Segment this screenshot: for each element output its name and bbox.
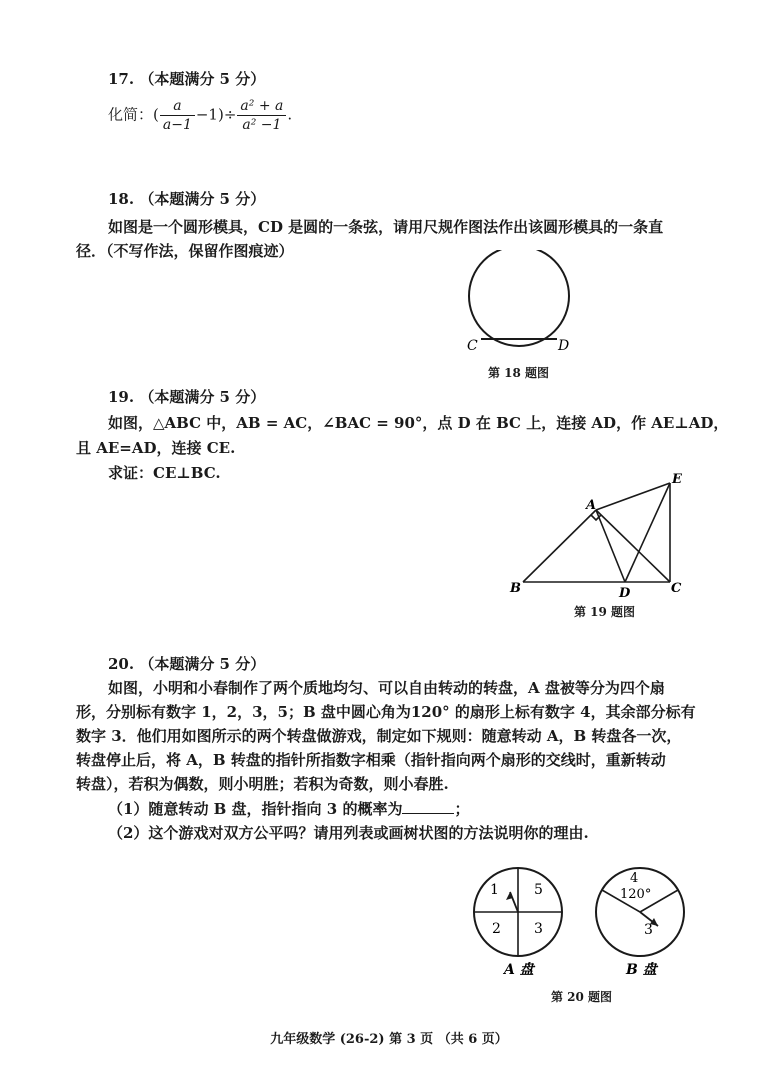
q18-label-c: C xyxy=(467,338,478,354)
disk-a xyxy=(474,868,562,956)
q18-header: 18. （本题满分 5 分） xyxy=(108,190,266,208)
q18-line-2: 径．（不写作法，保留作图痕迹） xyxy=(76,242,294,260)
disk-b-number-4: 4 xyxy=(630,871,639,886)
q19-line-1: 如图，△ABC 中，AB = AC，∠BAC = 90°，点 D 在 BC 上，连接 AD，作 AE⊥AD， xyxy=(108,414,729,432)
q20-line-5: 转盘），若积为偶数，则小明胜；若积为奇数，则小春胜. xyxy=(76,775,449,793)
q20-spinners-figure xyxy=(462,860,702,985)
q20-line-3: 数字 3．他们用如图所示的两个转盘做游戏，制定如下规则：随意转动 A，B 转盘各一次， xyxy=(76,727,682,745)
disk-b-angle: 120° xyxy=(620,887,652,902)
q20-caption: 第 20 题图 xyxy=(551,990,613,1004)
disk-a-number-5: 5 xyxy=(534,882,543,898)
disk-b xyxy=(596,868,684,956)
q17-minus-one-divide: −1)÷ xyxy=(195,105,237,124)
disk-a-number-2: 2 xyxy=(492,921,501,937)
q19-label-c: C xyxy=(671,581,682,596)
q18-circle xyxy=(469,250,569,346)
q18-label-d: D xyxy=(558,338,570,354)
q17-expression xyxy=(108,97,292,134)
q18-circle-figure xyxy=(455,250,585,360)
q20-line-4: 转盘停止后，将 A，B 转盘的指针所指数字相乘（指针指向两个扇形的交线时，重新转动 xyxy=(76,751,666,769)
disk-b-label: B 盘 xyxy=(626,962,657,978)
q19-segment-ac xyxy=(596,510,670,582)
disk-a-number-1: 1 xyxy=(490,882,499,898)
q19-line-2: 且 AE=AD，连接 CE. xyxy=(76,439,236,457)
answer-blank xyxy=(402,799,454,814)
disk-a-number-3: 3 xyxy=(534,921,543,937)
q19-segment-ab xyxy=(523,510,596,582)
q20-line-1: 如图，小明和小春制作了两个质地均匀、可以自由转动的转盘，A 盘被等分为四个扇 xyxy=(108,679,665,697)
q19-line-3: 求证：CE⊥BC. xyxy=(108,464,221,482)
q19-header: 19. （本题满分 5 分） xyxy=(108,388,266,406)
q17-period: . xyxy=(287,105,293,124)
q20-part-1: （1）随意转动 B 盘，指针指向 3 的概率为 ； xyxy=(108,800,470,818)
q17-header: 17. （本题满分 5 分） xyxy=(108,70,266,88)
q20-part-2: （2）这个游戏对双方公平吗？请用列表或画树状图的方法说明你的理由. xyxy=(108,824,589,842)
q19-caption: 第 19 题图 xyxy=(574,605,636,619)
q18-line-1: 如图是一个圆形模具，CD 是圆的一条弦，请用尺规作图法作出该圆形模具的一条直 xyxy=(108,218,664,236)
q17-open-paren: ( xyxy=(153,105,159,124)
q20-line-2: 形，分别标有数字 1，2，3，5；B 盘中圆心角为120° 的扇形上标有数字 4，其余部分标有 xyxy=(76,703,696,721)
disk-b-number-3: 3 xyxy=(644,922,653,938)
page-footer: 九年级数学 (26-2) 第 3 页 （共 6 页） xyxy=(270,1032,508,1047)
q19-label-e: E xyxy=(672,472,682,487)
q19-label-d: D xyxy=(619,586,631,600)
q19-label-b: B xyxy=(510,581,521,596)
q17-prompt: 化简： xyxy=(108,105,154,124)
q19-segment-ad xyxy=(596,510,625,582)
q19-triangle-figure xyxy=(500,465,700,600)
q17-fraction-1: $\frac{a}{a-1}$ xyxy=(160,97,195,134)
q17-fraction-2: $\frac{\text{a² + a}}{\text{a² −1}}$ xyxy=(237,97,286,134)
q20-header: 20. （本题满分 5 分） xyxy=(108,655,266,673)
q18-caption: 第 18 题图 xyxy=(488,366,550,380)
q19-segment-de xyxy=(625,483,670,582)
q19-label-a: A xyxy=(586,498,597,513)
disk-a-label: A 盘 xyxy=(504,962,534,978)
